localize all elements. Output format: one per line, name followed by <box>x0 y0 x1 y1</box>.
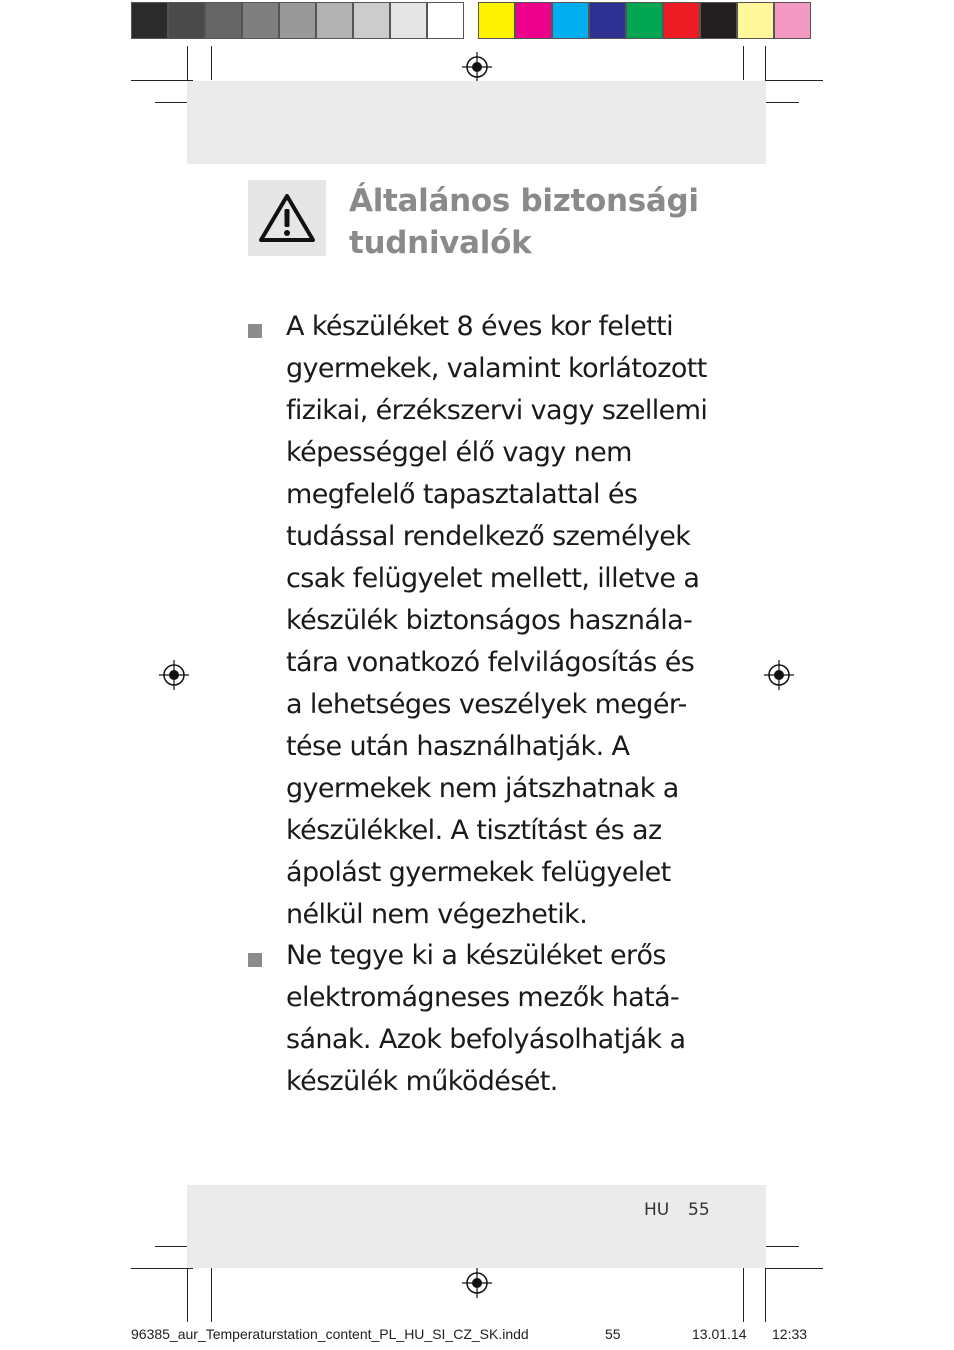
footer-page-number: 55 <box>688 1200 710 1220</box>
color-swatch <box>737 2 774 39</box>
swatch-gap <box>464 2 478 39</box>
color-calibration-bar <box>131 2 811 39</box>
warning-box <box>248 180 326 256</box>
color-swatch <box>168 2 205 39</box>
bullet-square-icon <box>248 953 262 967</box>
crop-mark <box>765 1246 799 1247</box>
color-swatch <box>242 2 279 39</box>
crop-mark <box>187 1268 188 1322</box>
color-swatch <box>589 2 626 39</box>
slug-date: 13.01.14 <box>692 1326 747 1342</box>
crop-mark <box>765 102 799 103</box>
registration-mark-icon <box>462 52 492 82</box>
footer-band <box>187 1185 766 1268</box>
registration-mark-icon <box>764 660 794 690</box>
section-title-line: Általános biztonsági <box>349 183 699 219</box>
crop-mark <box>765 1268 823 1269</box>
color-swatch <box>478 2 515 39</box>
color-swatch <box>131 2 168 39</box>
crop-mark <box>743 1268 744 1322</box>
color-swatch <box>552 2 589 39</box>
bullet-square-icon <box>248 324 262 338</box>
slug-time: 12:33 <box>772 1326 808 1342</box>
crop-mark <box>765 80 823 81</box>
color-swatch <box>427 2 464 39</box>
crop-mark <box>211 1268 212 1322</box>
crop-mark <box>765 1268 766 1322</box>
section-title-line: tudnivalók <box>349 225 532 261</box>
registration-mark-icon <box>159 660 189 690</box>
list-item-text: Ne tegye ki a készüléket erős elektromágneses mezők hatá- sának. Azok befolyásolhatják a készülék működését. <box>286 940 686 1097</box>
slug-filename: 96385_aur_Temperaturstation_content_PL_HU_SI_CZ_SK.indd <box>131 1326 529 1342</box>
color-swatch <box>205 2 242 39</box>
color-swatch <box>279 2 316 39</box>
section-title <box>349 180 749 264</box>
color-swatch <box>774 2 811 39</box>
crop-mark <box>743 46 744 80</box>
slug-page: 55 <box>605 1326 621 1342</box>
crop-mark <box>211 46 212 80</box>
warning-triangle-icon <box>258 193 316 243</box>
footer-language: HU <box>644 1200 670 1220</box>
header-band <box>187 81 766 164</box>
color-swatch <box>626 2 663 39</box>
color-swatch <box>316 2 353 39</box>
color-swatch <box>515 2 552 39</box>
color-swatch <box>663 2 700 39</box>
color-swatch <box>353 2 390 39</box>
color-swatch <box>700 2 737 39</box>
crop-mark <box>131 1268 193 1269</box>
color-swatch <box>390 2 427 39</box>
crop-mark <box>131 80 193 81</box>
list-item-text: A készüléket 8 éves kor feletti gyermekek, valamint korlátozott fizikai, érzékszervi vagy szellemi képességgel élő vagy nem megfelelő tapasztalattal és tudással rendelkező személyek csak felügyelet mellett, illetve a készülék biztonságos használa- tára vonatkozó felvilágosítás és a lehetséges veszélyek megér- tése után használhatják. A gyermekek nem játszhatnak a készülékkel. A tisztítást és az ápolást gyermekek felügyelet nélkül nem végezhetik. <box>286 311 708 930</box>
registration-mark-icon <box>462 1268 492 1298</box>
